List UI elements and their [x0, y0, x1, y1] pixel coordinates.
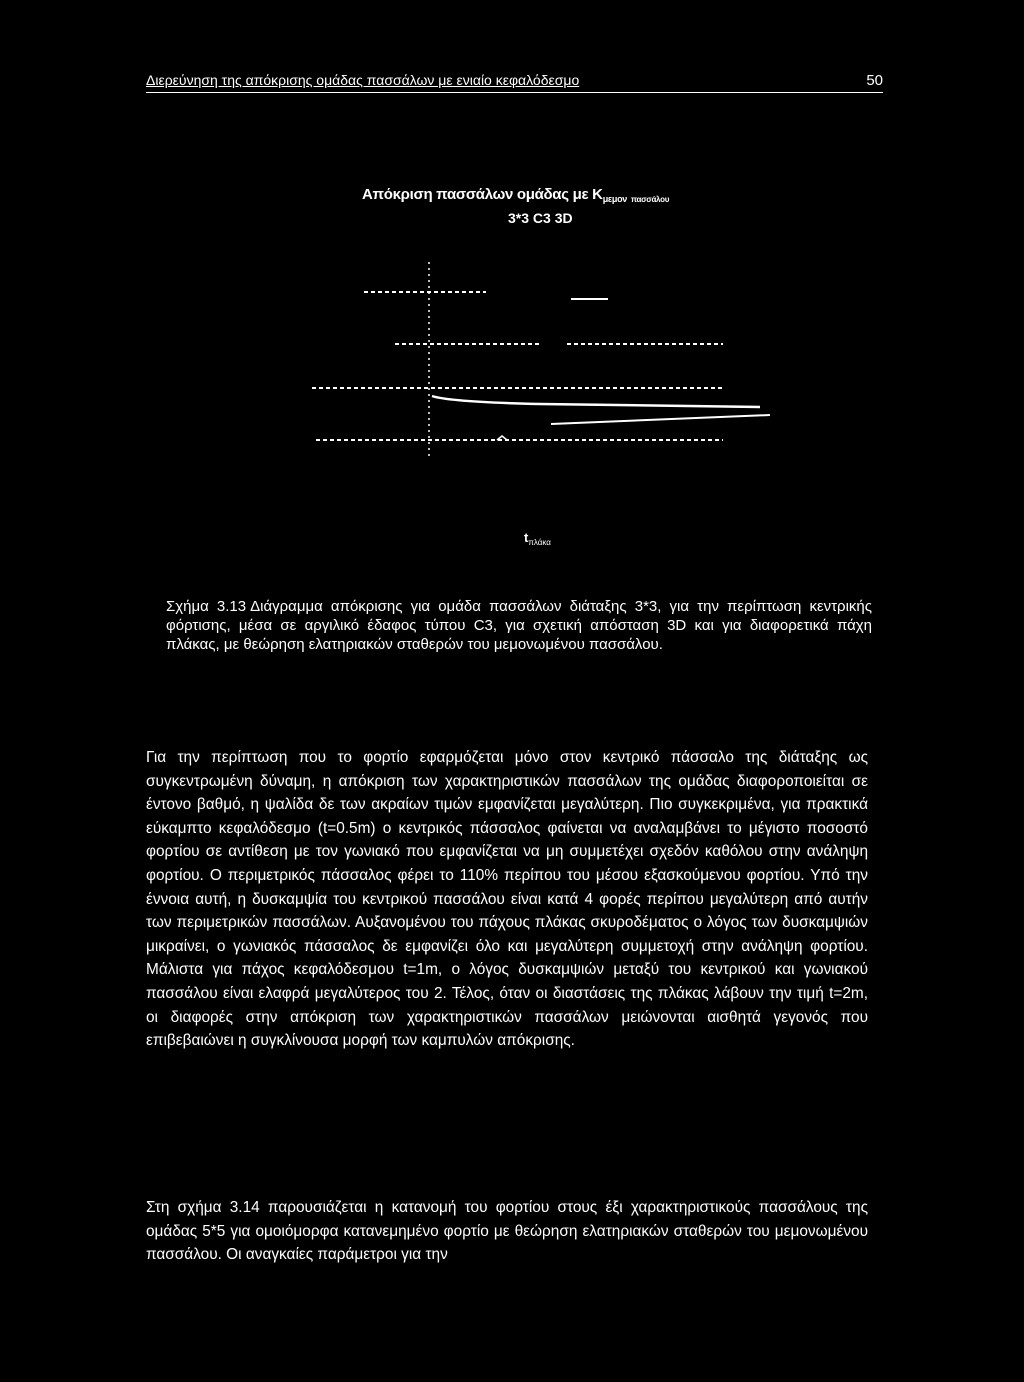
figure-caption-body [166, 597, 872, 654]
figure-caption-text: Διάγραμμα απόκρισης για ομάδα πασσάλων διάταξης 3*3, για την περίπτωση κεντρικής φόρτισης, μέσα σε αργιλικό έδαφος τύπου C3, για σχετική απόσταση 3D και για διαφορετικά πάχη πλάκας, με θεώρηση ελατηριακών σταθερών του μεμονωμένου πασσάλου. [166, 598, 872, 653]
body-paragraph-1: Για την περίπτωση που το φορτίο εφαρμόζεται μόνο στον κεντρικό πάσσαλο της διάταξης ως συγκεντρωμένη δύναμη, η απόκριση των χαρακτηριστικών πασσάλων της ομάδας διαφοροποιείται σε έντονο βαθμό, η ψαλίδα δε των ακραίων τιμών εμφανίζεται μεγαλύτερη. Πιο συγκεκριμένα, για πρακτικά εύκαμπτο κεφαλόδεσμο (t=0.5m) ο κεντρικός πάσσαλος φαίνεται να αναλαμβάνει το μέγιστο ποσοστό φορτίου σε αντίθεση με τον γωνιακό που εμφανίζεται να μη συμμετέχει σχεδόν καθόλου στην ανάληψη φορτίου. Ο περιμετρικός πάσσαλος φέρει το 110% περίπου του μέσου εξασκούμενου φορτίου. Υπό την έννοια αυτή, η δυσκαμψία του κεντρικού πασσάλου είναι κατά 4 φορές περίπου μεγαλύτερη από αυτήν των περιμετρικών πασσάλων. Αυξανομένου του πάχους πλάκας σκυροδέματος ο λόγος των δυσκαμψιών μικραίνει, ο γωνιακός πάσσαλος δε εμφανίζει όλο και μεγαλύτερη συμμετοχή στην ανάληψη φορτίου. Μάλιστα για πάχος κεφαλόδεσμου t=1m, ο λόγος δυσκαμψιών μεταξύ του κεντρικού και γωνιακού πασσάλου είναι ελαφρά μεγαλύτερος του 2. Τέλος, όταν οι διαστάσεις της πλάκας λάβουν την τιμή t=2m, οι διαφορές στην απόκριση των χαρακτηριστικών πασσάλων μειώνονται αισθητά γεγονός που επιβεβαιώνει η συγκλίνουσα μορφή των καμπυλών απόκρισης. [146, 749, 868, 1050]
figure-title-subscript: μεμον [602, 194, 627, 204]
figure-caption-label: Σχήμα 3.13 [166, 598, 247, 615]
running-title: Διερεύνηση της απόκρισης ομάδας πασσάλων με ενιαίο κεφαλόδεσμο [146, 72, 580, 88]
x-axis-label-subscript: πλάκα [528, 538, 551, 547]
figure-title-subscript-2: πασσάλου [630, 195, 670, 204]
body-paragraph-2: Στη σχήμα 3.14 παρουσιάζεται η κατανομή του φορτίου στους έξι χαρακτηριστικούς πασσάλους της ομάδας 5*5 για ομοιόμορφα κατανεμημένο φορτίο με θεώρηση ελατηριακών σταθερών του μεμονωμένου πασσάλου. Οι αναγκαίες παράμετροι για την [146, 1199, 868, 1264]
figure-subtitle: 3*3 C3 3D [508, 210, 573, 226]
chart-solid-series-2 [432, 396, 760, 407]
x-axis-label-main: t [524, 530, 529, 545]
page-number: 50 [866, 72, 883, 89]
x-axis-label [524, 530, 551, 547]
response-chart [0, 0, 1024, 600]
figure-caption [166, 597, 872, 654]
chart-solid-series-3 [551, 415, 770, 424]
figure-title-main: Απόκριση πασσάλων ομάδας με K [362, 186, 603, 203]
